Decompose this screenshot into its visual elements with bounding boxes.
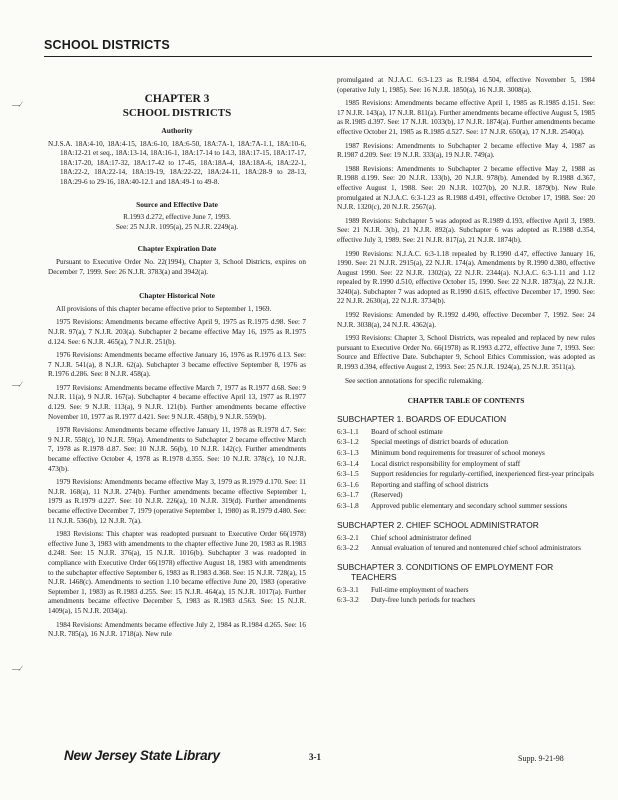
toc-section-number: 6:3–1.8 [337, 501, 359, 510]
history-paragraph: 1993 Revisions: Chapter 3, School Districts, was repealed and replaced by new rules pursuant to Executive Order No. 66(1978) as R.1993 d.272, effective June 7, 1993. See: Source and Effective Date. Subchapter 9, School Ethics Commission, was adopted as R.1993 d.394, effective August 2, 1993. See: 25 N.J.R. 1924(a), 25 N.J.R. 3511(a). [337, 334, 595, 372]
toc-section-number: 6:3–1.5 [337, 470, 359, 479]
page-number: 3-1 [309, 752, 321, 762]
toc-entry [337, 438, 595, 448]
history-paragraph: 1983 Revisions: This chapter was readopted pursuant to Executive Order 66(1978) effective June 3, 1983 with amendments to the chapter effective June 20, 1983 as R.1983 d.248. See: 15 N.J.R. 376(a), 15 N.J.R. 1016(b). Subchapter 3 was readopted in compliance with Executive Order 66(1978) effective August 18, 1983 with amendments to the subchapter effective September 6, 1983 as R.1983 d.368. See: 15 N.J.R. 728(a), 15 N.J.R. 1468(c). Amendments to section 1.10 became effective June 20, 1983 (operative September 1, 1983) as R.1983 d.255. See: 15 N.J.R. 464(a), 15 N.J.R. 1017(a). Further amendments became effective December 5, 1983 as R.1983 d.563. See: 15 N.J.R. 1409(a), 15 N.J.R. 2034(a). [48, 530, 306, 615]
left-column [48, 92, 306, 644]
toc-section-title: Special meetings of district boards of education [371, 438, 508, 447]
source-line: R.1993 d.272, effective June 7, 1993. [123, 213, 231, 222]
toc-section-title: Annual evaluation of tenured and nontenured chief school administrators [371, 544, 581, 553]
history-paragraph: See section annotations for specific rulemaking. [345, 376, 484, 385]
toc-section-number: 6:3–3.1 [337, 585, 359, 594]
toc-section-number: 6:3–1.6 [337, 480, 359, 489]
toc-entry [337, 470, 595, 480]
right-column [337, 76, 595, 607]
margin-mark: —∕ [12, 100, 22, 109]
history-paragraph: 1987 Revisions: Amendments to Subchapter 2 became effective May 4, 1987 as R.1987 d.209. See: 19 N.J.R. 333(a), 19 N.J.R. 749(a). [337, 141, 595, 160]
toc-entry [337, 502, 595, 512]
toc-section-number: 6:3–1.1 [337, 427, 359, 436]
margin-mark: —∕ [12, 664, 22, 673]
toc-entry [337, 534, 595, 544]
toc-section-title: Minimum bond requirements for treasurer of school moneys [371, 449, 545, 457]
running-head: SCHOOL DISTRICTS [44, 38, 170, 52]
toc-section-title: Chief school administrator defined [371, 533, 472, 542]
history-paragraph: 1975 Revisions: Amendments became effective April 9, 1975 as R.1975 d.98. See: 7 N.J.R. 97(a), 7 N.J.R. 203(a). Subchapter 2 became effective May 16, 1975 as R.1975 d.124. See: 6 N.J.R. 465(a), 7 N.J.R. 251(b). [48, 318, 306, 346]
supplement-date: Supp. 9-21-98 [518, 754, 564, 763]
history-paragraph: 1978 Revisions: Amendments became effective January 11, 1978 as R.1978 d.7. See: 9 N.J.R. 558(c), 10 N.J.R. 59(a). Amendments to Subchapter 2 became effective March 7, 1978 as R.1978 d.87. See: 10 N.J.R. 56(b), 10 N.J.R. 142(c). Further amendments became effective October 4, 1978 as R.1978 d.355. See: 10 N.J.R. 378(c), 10 N.J.R. 473(b). [48, 426, 306, 473]
source-citation: See: 25 N.J.R. 1095(a), 25 N.J.R. 2249(a). [115, 222, 239, 231]
history-paragraph: 1985 Revisions: Amendments became effective April 1, 1985 as R.1985 d.151. See: 17 N.J.R. 143(a), 17 N.J.R. 811(a). Further amendments became effective August 5, 1985 as R.1985 d.397. See: 17 N.J.R. 1033(b), 17 N.J.R. 1874(a). Further amendments became effective October 21, 1985 as R.1985 d.527. See: 17 N.J.R. 650(a), 17 N.J.R. 2540(a). [337, 99, 595, 136]
history-paragraph: All provisions of this chapter became effective prior to September 1, 1969. [56, 304, 272, 313]
subchapter-heading: SUBCHAPTER 2. CHIEF SCHOOL ADMINISTRATOR [337, 519, 539, 530]
subchapter-heading: SUBCHAPTER 1. BOARDS OF EDUCATION [337, 413, 507, 424]
chapter-number: CHAPTER 3 [144, 93, 210, 105]
toc-section-number: 6:3–2.1 [337, 533, 359, 542]
toc-section-title: Board of school estimate [371, 427, 443, 436]
history-paragraph: 1990 Revisions: N.J.A.C. 6:3-1.18 repealed by R.1990 d.47, effective January 16, 1990. See: 21 N.J.R. 2915(a), 22 N.J.R. 174(a). Amendments by R.1990 d.380, effective August 1990. See: 22 N.J.R. 1302(a), 22 N.J.R. 2344(a). N.J.A.C. 6:3-1.11 and 1.12 repealed by R.1990 d.510, effective October 15, 1990. See: 22 N.J.R. 1873(a), 22 N.J.R. 3240(a). Subchapter 7 was adopted as R.1990 d.615, effective December 17, 1990. See: 22 N.J.R. 2630(a), 22 N.J.R. 3734(b). [337, 249, 595, 306]
toc-entry [337, 449, 595, 459]
toc-section-title: Duty-free lunch periods for teachers [371, 596, 476, 605]
chapter-title: SCHOOL DISTRICTS [122, 107, 232, 119]
history-paragraph: 1976 Revisions: Amendments became effective January 16, 1976 as R.1976 d.13. See: 7 N.J.R. 541(a), 8 N.J.R. 62(a). Subchapter 3 became effective September 8, 1976 as R.1976 d.286. See: 8 N.J.R. 458(a). [48, 351, 306, 379]
header-rule [44, 56, 592, 57]
authority-text: N.J.S.A. 18A:4-10, 18A:4-15, 18A:6-10, 18A:6-50, 18A:7A-1, 18A:7A-1.1, 18A:10-6, 18A:12-21 et seq., 18A:13-14, 18A:16-1, 18A:17-14 to 14.3, 18A:17-15, 18A:17-17, 18A:17-20, 18A:17-32, 18A:17-42 to 17-45, 18A:18A-4, 18A:18A-6, 18A:22-1, 18A:22-2, 18A:22-14, 18A:19-19, 18A:22-22, 18A:24-11, 18A:28-9 to 28-13, 18A:29-6 to 29-16, 18A:40-12.1 and 18A:49-1 to 49-8. [48, 139, 306, 186]
margin-mark: —∕ [12, 380, 22, 389]
library-stamp: New Jersey State Library [64, 748, 220, 763]
history-paragraph: 1989 Revisions: Subchapter 5 was adopted as R.1989 d.193, effective April 3, 1989. See: 21 N.J.R. 3(b), 21 N.J.R. 892(a). Subchapter 6 was adopted as R.1988 d.354, effective July 3, 1989. See: 21 N.J.R. 817(a), 21 N.J.R. 1874(b). [337, 216, 595, 244]
toc-entry [337, 586, 595, 596]
toc-entry [337, 428, 595, 438]
history-paragraph: 1988 Revisions: Amendments to Subchapter 2 became effective May 2, 1988 as R.1988 d.199. See: 20 N.J.R. 133(b), 20 N.J.R. 978(b). Amended by R.1988 d.367, effective August 1, 1988. See: 20 N.J.R. 1027(b), 20 N.J.R. 1879(b). New Rule promulgated at N.J.A.C. 6:3-1.23 as R.1988 d.491, effective October 17, 1988. See: 20 N.J.R. 1320(c), 20 N.J.R. 2567(a). [337, 164, 595, 212]
toc-section-title: Full-time employment of teachers [371, 585, 469, 594]
toc-section-title: Local district responsibility for employment of staff [371, 459, 521, 468]
toc-section-number: 6:3–1.3 [337, 449, 359, 457]
history-paragraph: promulgated at N.J.A.C. 6:3-1.23 as R.1984 d.504, effective November 5, 1984 (operative July 1, 1985). See: 16 N.J.R. 1850(a), 16 N.J.R. 3008(a). [337, 76, 595, 94]
toc-section-number: 6:3–3.2 [337, 596, 359, 605]
toc-section-number: 6:3–1.4 [337, 459, 359, 468]
toc-section-title: (Reserved) [371, 491, 403, 500]
toc-entry [337, 491, 595, 501]
toc-entry [337, 544, 595, 554]
expiration-text: Pursuant to Executive Order No. 22(1994), Chapter 3, School Districts, expires on December 7, 1999. See: 26 N.J.R. 3783(a) and 3942(a). [48, 257, 306, 276]
history-paragraph: 1984 Revisions: Amendments became effective July 2, 1984 as R.1984 d.265. See: 16 N.J.R. 785(a), 16 N.J.R. 1718(a). New rule [48, 620, 306, 639]
toc-section-title: Support residencies for regularly-certified, inexperienced first-year principals [371, 470, 594, 479]
toc-section-number: 6:3–1.2 [337, 438, 359, 447]
subchapter-heading: SUBCHAPTER 3. CONDITIONS OF EMPLOYMENT FOR TEACHERS [337, 561, 554, 582]
history-heading: Chapter Historical Note [139, 291, 215, 301]
toc-section-number: 6:3–1.7 [337, 491, 359, 500]
history-paragraph: 1977 Revisions: Amendments became effective March 7, 1977 as R.1977 d.68. See: 9 N.J.R. 11(a), 9 N.J.R. 167(a). Subchapter 4 became effective April 13, 1977 as R.1977 d.129. See: 9 N.J.R. 113(a), 9 N.J.R. 121(b). Further amendments became effective November 10, 1977 as R.1977 d.421. See: 9 N.J.R. 458(b), 9 N.J.R. 559(b). [48, 383, 306, 421]
toc-section-number: 6:3–2.2 [337, 544, 359, 553]
toc-entry [337, 460, 595, 470]
history-paragraph: 1979 Revisions: Amendments became effective May 3, 1979 as R.1979 d.170. See: 11 N.J.R. 168(a), 11 N.J.R. 274(b). Further amendments became effective September 1, 1979 as R.1979 d.227. See: 10 N.J.R. 226(a), 10 N.J.R. 319(d). Further amendments became effective December 7, 1979 (operative September 1, 1980) as R.1979 d.480. See: 11 N.J.R. 536(b), 12 N.J.R. 7(a). [48, 478, 306, 525]
toc-section-title: Approved public elementary and secondary school summer sessions [371, 501, 568, 510]
expiration-heading: Chapter Expiration Date [137, 244, 217, 254]
toc-entry [337, 481, 595, 491]
history-paragraph: 1992 Revisions: Amended by R.1992 d.490, effective December 7, 1992. See: 24 N.J.R. 3038(a), 24 N.J.R. 4362(a). [337, 311, 595, 329]
toc-section-title: Reporting and staffing of school districts [371, 480, 489, 489]
toc-entry [337, 596, 595, 606]
authority-heading: Authority [161, 126, 193, 135]
toc-title: CHAPTER TABLE OF CONTENTS [407, 396, 525, 406]
source-heading: Source and Effective Date [136, 199, 218, 209]
